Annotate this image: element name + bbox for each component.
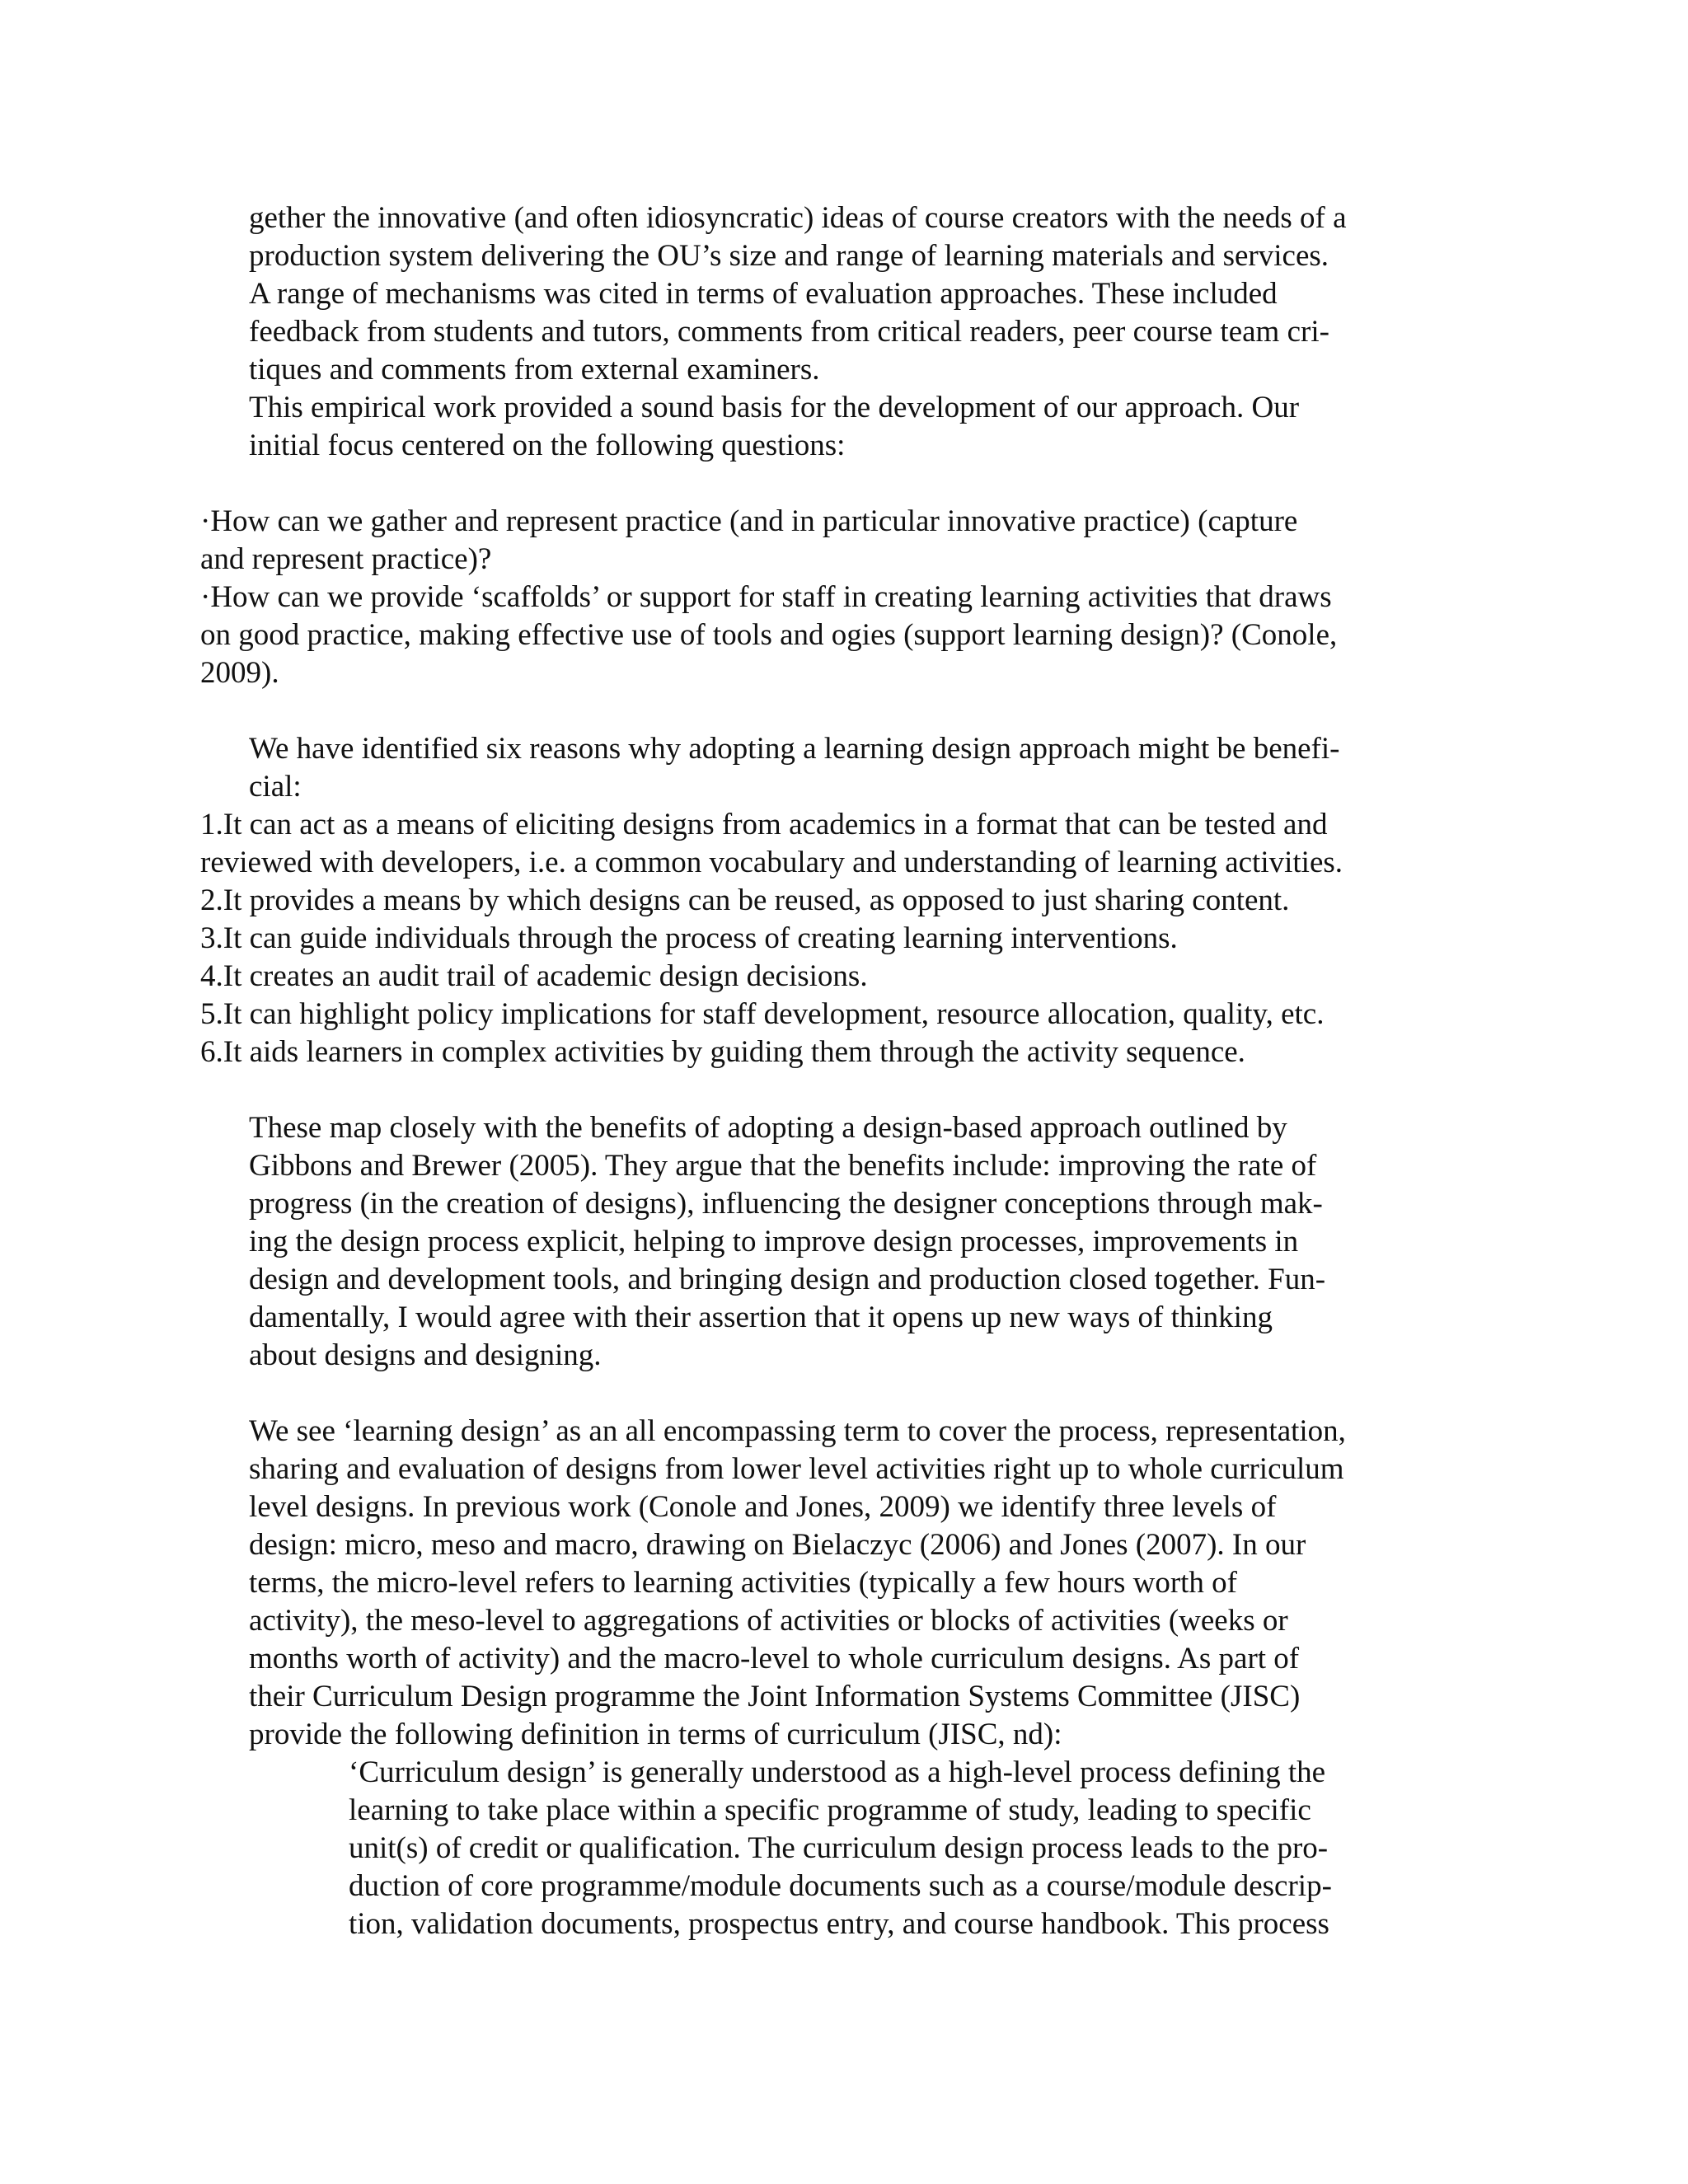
text-line: months worth of activity) and the macro-level to whole curriculum designs. As part of	[249, 1642, 1300, 1675]
text-line: ing the design process explicit, helping to improve design processes, improvements in	[249, 1225, 1299, 1258]
text-line: gether the innovative (and often idiosyncratic) ideas of course creators with the needs of a	[249, 201, 1347, 235]
text-line: level designs. In previous work (Conole and Jones, 2009) we identify three levels of	[249, 1490, 1277, 1524]
text-line: tion, validation documents, prospectus entry, and course handbook. This process	[349, 1907, 1329, 1941]
text-line: cial:	[249, 770, 302, 804]
list-item: reviewed with developers, i.e. a common vocabulary and understanding of learning activities.	[200, 846, 1343, 879]
text-line: terms, the micro-level refers to learning activities (typically a few hours worth of	[249, 1566, 1237, 1600]
text-line: provide the following definition in terms of curriculum (JISC, nd):	[249, 1718, 1062, 1751]
list-item: 6.It aids learners in complex activities by guiding them through the activity sequence.	[200, 1035, 1245, 1069]
list-item: and represent practice)?	[200, 542, 492, 576]
text-line: learning to take place within a specific programme of study, leading to specific	[349, 1793, 1311, 1827]
text-line: damentally, I would agree with their assertion that it opens up new ways of thinking	[249, 1301, 1273, 1334]
list-item: 3.It can guide individuals through the process of creating learning interventions.	[200, 921, 1178, 955]
text-line: These map closely with the benefits of adopting a design-based approach outlined by	[249, 1111, 1287, 1145]
list-item: 4.It creates an audit trail of academic design decisions.	[200, 959, 868, 993]
list-item: on good practice, making effective use of tools and ogies (support learning design)? (Conole,	[200, 618, 1338, 652]
text-line: We see ‘learning design’ as an all encompassing term to cover the process, representation,	[249, 1414, 1346, 1448]
text-line: We have identified six reasons why adopting a learning design approach might be benefi-	[249, 732, 1340, 766]
text-line: design and development tools, and bringing design and production closed together. Fun-	[249, 1263, 1326, 1296]
text-line: This empirical work provided a sound basis for the development of our approach. Our	[249, 391, 1300, 424]
text-line: ‘Curriculum design’ is generally understood as a high-level process defining the	[349, 1755, 1326, 1789]
list-item: 1.It can act as a means of eliciting designs from academics in a format that can be tested and	[200, 808, 1328, 841]
text-line: progress (in the creation of designs), influencing the designer conceptions through mak-	[249, 1187, 1323, 1221]
text-line: production system delivering the OU’s size and range of learning materials and services.	[249, 239, 1329, 273]
text-line: initial focus centered on the following questions:	[249, 429, 846, 462]
text-line: their Curriculum Design programme the Joint Information Systems Committee (JISC)	[249, 1680, 1301, 1713]
text-line: unit(s) of credit or qualification. The curriculum design process leads to the pro-	[349, 1831, 1329, 1865]
text-line: A range of mechanisms was cited in terms of evaluation approaches. These included	[249, 277, 1278, 311]
list-item: ·How can we provide ‘scaffolds’ or support for staff in creating learning activities that draws	[200, 580, 1332, 614]
text-line: duction of core programme/module documents such as a course/module descrip-	[349, 1869, 1332, 1903]
text-line: feedback from students and tutors, comments from critical readers, peer course team cri-	[249, 315, 1329, 349]
text-line: design: micro, meso and macro, drawing on Bielaczyc (2006) and Jones (2007). In our	[249, 1528, 1306, 1562]
list-item: 2.It provides a means by which designs can be reused, as opposed to just sharing content.	[200, 883, 1290, 917]
list-item: ·How can we gather and represent practice (and in particular innovative practice) (capture	[200, 504, 1298, 538]
text-line: tiques and comments from external examiners.	[249, 353, 820, 387]
text-line: activity), the meso-level to aggregations of activities or blocks of activities (weeks or	[249, 1604, 1288, 1638]
text-line: sharing and evaluation of designs from lower level activities right up to whole curriculum	[249, 1452, 1344, 1486]
list-item: 2009).	[200, 656, 279, 690]
list-item: 5.It can highlight policy implications for staff development, resource allocation, quality, etc.	[200, 997, 1325, 1031]
text-line: about designs and designing.	[249, 1338, 602, 1372]
text-line: Gibbons and Brewer (2005). They argue that the benefits include: improving the rate of	[249, 1149, 1317, 1183]
